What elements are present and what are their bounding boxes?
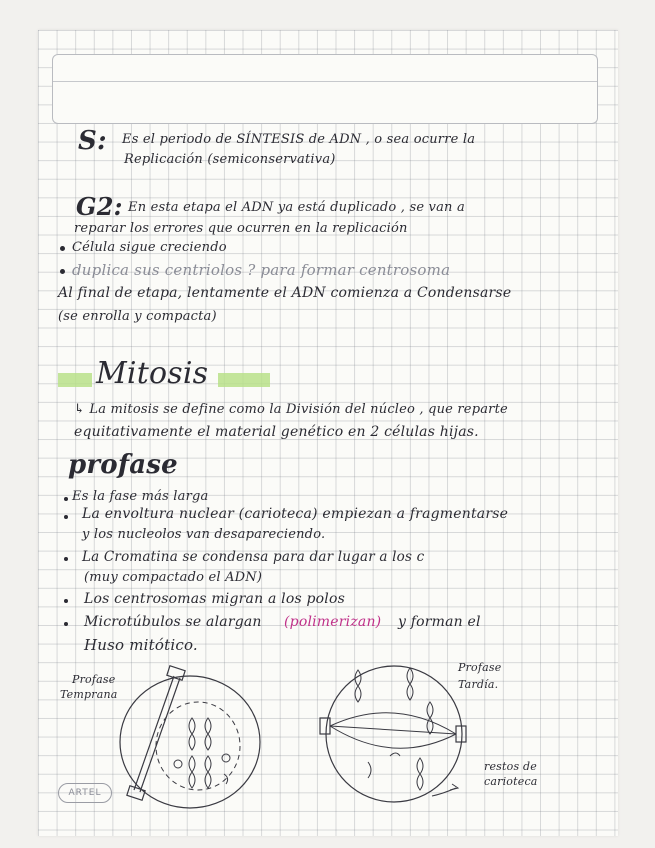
label-restos-2: carioteca [484, 775, 538, 788]
notebook-page [38, 30, 618, 836]
highlight-left [58, 373, 92, 387]
profase-bullet-1: Es la fase más larga [72, 489, 209, 504]
early-prophase-cell-drawing [108, 662, 268, 812]
label-profase-temprana-2: Temprana [60, 688, 118, 701]
late-prophase-cell-drawing [314, 656, 474, 806]
profase-bullet-2a: La envoltura nuclear (carioteca) empiezan a fragmentarse [82, 506, 509, 522]
profase-bullet-3a: La Cromatina se condensa para dar lugar a los c [82, 549, 425, 565]
bullet-dot [64, 497, 68, 501]
bullet-dot [60, 269, 65, 274]
profase-bullet-2b: y los nucleolos van desapareciendo. [82, 527, 326, 542]
header-rule [53, 81, 597, 82]
profase-title: profase [68, 450, 178, 480]
mitosis-line-1: ↳ La mitosis se define como la División del núcleo , que reparte [74, 402, 508, 417]
g2-line-1: En esta etapa el ADN ya está duplicado , se van a [128, 200, 465, 215]
g2-letter: G2: [76, 192, 123, 221]
label-profase-temprana-1: Profase [72, 673, 116, 686]
label-profase-tardia-2: Tardía. [458, 678, 499, 691]
label-restos-1: restos de [484, 760, 537, 773]
profase-bullet-5b: Huso mitótico. [84, 636, 198, 654]
bullet-dot [64, 515, 68, 519]
s-line-2: Replicación (semiconservativa) [124, 152, 336, 167]
bullet-dot [64, 557, 68, 561]
bullet-dot [64, 599, 68, 603]
g2-bullet-2: duplica sus centriolos ? para formar centrosoma [72, 261, 451, 279]
g2-line-2: reparar los errores que ocurren en la replicación [74, 221, 408, 236]
s-letter: S: [78, 126, 107, 156]
g2-line-4: (se enrolla y compacta) [58, 309, 217, 324]
bullet-dot [64, 622, 68, 626]
profase-bullet-5a-pink: (polimerizan) [284, 614, 382, 630]
label-profase-tardia-1: Profase [458, 661, 502, 674]
artel-logo: ARTEL [58, 783, 112, 803]
g2-bullet-1: Célula sigue creciendo [72, 240, 227, 255]
profase-bullet-5a-post: y forman el [398, 614, 481, 630]
mitosis-title: Mitosis [96, 356, 209, 391]
profase-bullet-4: Los centrosomas migran a los polos [84, 591, 345, 607]
profase-bullet-5a-pre: Microtúbulos se alargan [84, 614, 262, 630]
g2-line-3: Al final de etapa, lentamente el ADN comienza a Condensarse [58, 285, 512, 301]
s-line-1: Es el periodo de SÍNTESIS de ADN , o sea ocurre la [122, 132, 476, 147]
header-band [52, 54, 598, 124]
highlight-right [218, 373, 270, 387]
mitosis-line-2: equitativamente el material genético en 2 células hijas. [74, 424, 479, 440]
profase-bullet-3b: (muy compactado el ADN) [84, 570, 263, 585]
bullet-dot [60, 246, 65, 251]
